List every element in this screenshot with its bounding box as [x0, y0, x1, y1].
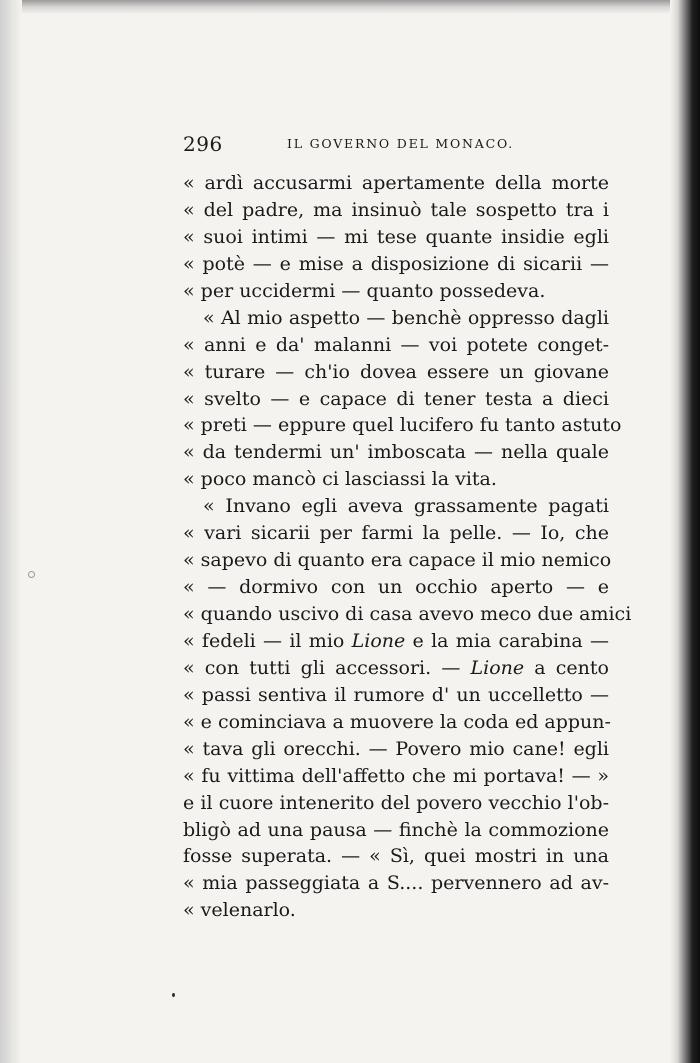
- text-line: [183, 870, 609, 897]
- text-line: [183, 547, 612, 574]
- text-line-content: « poco mancò ci lasciassi la vita.: [183, 468, 497, 491]
- text-line-content: « per uccidermi — quanto possedeva.: [183, 279, 546, 302]
- text-line-content: bligò ad una pausa — finchè la commozione: [183, 818, 609, 841]
- book-binding-edge: [670, 0, 700, 1063]
- text-line-content: a cento: [524, 656, 609, 679]
- text-line-content: « vari sicarii per farmi la pelle. — Io, che: [183, 522, 609, 545]
- text-line: [183, 251, 609, 278]
- text-line: [183, 709, 609, 736]
- text-line: [183, 628, 609, 655]
- text-line-content: « potè — e mise a disposizione di sicarii —: [183, 252, 609, 275]
- text-line-content: « mia passeggiata a S.... pervennero ad av-: [183, 872, 609, 895]
- text-line-content: « quando uscivo di casa avevo meco due amici: [183, 603, 632, 625]
- text-line: [183, 655, 609, 682]
- text-line-content: « fu vittima dell'affetto che mi portava! — »: [183, 764, 609, 787]
- text-line: [183, 790, 609, 817]
- text-line: [183, 736, 609, 763]
- text-line-content: « fedeli — il mio: [183, 629, 352, 652]
- scan-speck: [172, 993, 175, 997]
- text-line-content: « — dormivo con un occhio aperto — e: [183, 576, 609, 599]
- text-line: [183, 601, 632, 628]
- text-line: [183, 305, 609, 332]
- text-line: [183, 897, 609, 924]
- text-line: [183, 197, 609, 224]
- text-line-content: « Al mio aspetto — benchè oppresso dagli: [203, 306, 609, 329]
- text-line-content: « da tendermi un' imboscata — nella quale: [183, 441, 609, 464]
- running-head: IL GOVERNO DEL MONACO.: [287, 136, 515, 151]
- italic-name: Lione: [470, 656, 525, 679]
- text-line: [183, 224, 609, 251]
- text-line: [183, 817, 609, 844]
- scan-speck: [28, 571, 35, 578]
- text-line-content: e il cuore intenerito del povero vecchio l'ob-: [183, 791, 609, 814]
- body-text: [183, 170, 632, 924]
- text-line-content: « svelto — e capace di tener testa a dieci: [183, 387, 609, 410]
- text-line-content: « suoi intimi — mi tese quante insidie egli: [183, 225, 609, 248]
- text-line: [183, 682, 609, 709]
- text-line-content: e la mia carabina —: [405, 629, 609, 652]
- text-line: [183, 359, 609, 386]
- page-header: [183, 132, 623, 156]
- text-line-content: « e cominciava a muovere la coda ed appun-: [183, 710, 611, 733]
- text-line: [183, 843, 609, 870]
- text-line: [183, 466, 609, 493]
- text-line: [183, 493, 609, 520]
- text-line: [183, 574, 609, 601]
- text-line: [183, 412, 622, 439]
- text-line-content: fosse superata. — « Sì, quei mostri in una: [183, 845, 609, 868]
- text-line: [183, 278, 609, 305]
- text-line: [183, 439, 609, 466]
- text-line: [183, 763, 609, 790]
- page-number: 296: [183, 132, 223, 156]
- text-line-content: « velenarlo.: [183, 899, 296, 922]
- text-line-content: « passi sentiva il rumore d' un uccelletto —: [183, 683, 609, 706]
- text-line-content: « turare — ch'io dovea essere un giovane: [183, 360, 609, 383]
- text-line: [183, 332, 609, 359]
- scan-top-edge: [0, 0, 700, 14]
- text-line: [183, 386, 609, 413]
- scan-left-gutter: [0, 0, 22, 1063]
- text-line: [183, 170, 609, 197]
- text-line-content: « con tutti gli accessori. —: [183, 656, 471, 679]
- text-line-content: « anni e da' malanni — voi potete conget-: [183, 333, 609, 356]
- text-line: [183, 520, 609, 547]
- text-line-content: « del padre, ma insinuò tale sospetto tra i: [183, 198, 609, 221]
- italic-name: Lione: [351, 629, 406, 652]
- text-line-content: « ardì accusarmi apertamente della morte: [183, 172, 609, 194]
- text-line-content: « preti — eppure quel lucifero fu tanto astuto: [183, 414, 622, 437]
- text-line-content: « Invano egli aveva grassamente pagati: [203, 495, 609, 518]
- text-line-content: « tava gli orecchi. — Povero mio cane! egli: [183, 737, 609, 760]
- text-line-content: « sapevo di quanto era capace il mio nemico: [183, 549, 612, 572]
